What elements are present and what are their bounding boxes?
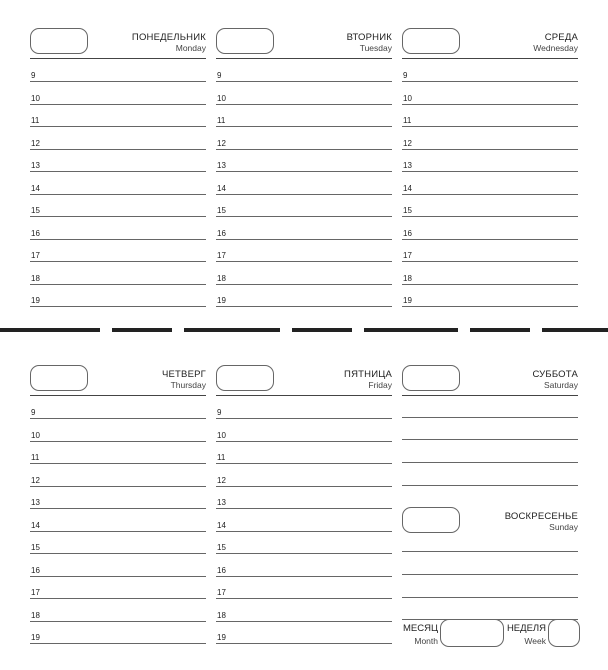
bottom-half bbox=[0, 345, 608, 670]
hour-label: 15 bbox=[217, 206, 226, 215]
hour-row[interactable] bbox=[30, 161, 206, 172]
hour-label: 11 bbox=[403, 116, 412, 125]
hour-label: 18 bbox=[217, 610, 226, 620]
hour-label: 11 bbox=[31, 453, 40, 462]
hour-row[interactable] bbox=[30, 453, 206, 464]
hour-label: 19 bbox=[217, 296, 226, 305]
date-box-wednesday[interactable] bbox=[402, 28, 460, 54]
hour-row[interactable] bbox=[216, 543, 392, 554]
hour-row[interactable] bbox=[216, 274, 392, 285]
header-rule bbox=[30, 58, 206, 59]
hour-row[interactable] bbox=[216, 476, 392, 487]
hour-label: 16 bbox=[31, 228, 40, 238]
hour-row[interactable] bbox=[216, 453, 392, 464]
hour-label: 13 bbox=[31, 498, 40, 507]
hour-row[interactable] bbox=[30, 139, 206, 150]
hour-label: 10 bbox=[217, 93, 226, 103]
hour-row[interactable] bbox=[402, 184, 578, 195]
hour-label: 19 bbox=[403, 296, 412, 305]
hour-row[interactable] bbox=[216, 498, 392, 509]
day-subtitle-monday: Monday bbox=[175, 43, 206, 53]
hour-label: 15 bbox=[403, 206, 412, 215]
hour-row[interactable] bbox=[216, 588, 392, 599]
hour-label: 11 bbox=[217, 116, 226, 125]
header-rule bbox=[216, 58, 392, 59]
hour-label: 10 bbox=[31, 93, 40, 103]
hour-row[interactable] bbox=[30, 543, 206, 554]
hour-label: 15 bbox=[31, 206, 40, 215]
hour-row[interactable] bbox=[30, 431, 206, 442]
hour-label: 14 bbox=[403, 183, 412, 193]
hour-label: 13 bbox=[403, 161, 412, 170]
hour-label: 11 bbox=[31, 116, 40, 125]
hour-label: 18 bbox=[31, 610, 40, 620]
week-label-ru: НЕДЕЛЯ bbox=[506, 623, 546, 634]
day-title-monday: ПОНЕДЕЛЬНИК bbox=[131, 32, 206, 43]
date-box-monday[interactable] bbox=[30, 28, 88, 54]
hour-row[interactable] bbox=[30, 408, 206, 419]
hour-row[interactable] bbox=[216, 408, 392, 419]
hour-row[interactable] bbox=[30, 476, 206, 487]
day-subtitle-saturday: Saturday bbox=[543, 380, 578, 390]
date-box-thursday[interactable] bbox=[30, 365, 88, 391]
note-line[interactable] bbox=[402, 439, 578, 440]
hour-label: 16 bbox=[217, 228, 226, 238]
day-title-wednesday: СРЕДА bbox=[544, 32, 578, 43]
hour-label: 15 bbox=[217, 543, 226, 552]
top-half bbox=[0, 0, 608, 325]
hour-row[interactable] bbox=[402, 94, 578, 105]
hour-label: 18 bbox=[31, 273, 40, 283]
hour-row[interactable] bbox=[30, 229, 206, 240]
hour-label: 18 bbox=[403, 273, 412, 283]
hour-row[interactable] bbox=[402, 71, 578, 82]
hour-label: 9 bbox=[31, 408, 36, 417]
hour-label: 10 bbox=[217, 430, 226, 440]
day-subtitle-wednesday: Wednesday bbox=[533, 43, 578, 53]
hour-label: 16 bbox=[403, 228, 412, 238]
hour-row[interactable] bbox=[216, 184, 392, 195]
hour-row[interactable] bbox=[216, 206, 392, 217]
hour-row[interactable] bbox=[216, 139, 392, 150]
day-title-friday: ПЯТНИЦА bbox=[344, 369, 392, 380]
note-line[interactable] bbox=[402, 574, 578, 575]
hour-label: 19 bbox=[31, 633, 40, 642]
hour-row[interactable] bbox=[30, 296, 206, 307]
date-box-sunday[interactable] bbox=[402, 507, 460, 533]
hour-label: 17 bbox=[31, 251, 40, 260]
hour-label: 13 bbox=[31, 161, 40, 170]
perforation-line bbox=[0, 327, 608, 333]
hour-row[interactable] bbox=[216, 229, 392, 240]
hour-row[interactable] bbox=[402, 251, 578, 262]
hour-row[interactable] bbox=[30, 498, 206, 509]
day-subtitle-tuesday: Tuesday bbox=[359, 43, 392, 53]
hour-label: 14 bbox=[217, 183, 226, 193]
month-label bbox=[402, 623, 438, 646]
note-line[interactable] bbox=[402, 597, 578, 598]
month-label-ru: МЕСЯЦ bbox=[403, 623, 438, 634]
hour-row[interactable] bbox=[402, 161, 578, 172]
date-box-tuesday[interactable] bbox=[216, 28, 274, 54]
day-title-tuesday: ВТОРНИК bbox=[346, 32, 392, 43]
hour-label: 10 bbox=[31, 430, 40, 440]
hour-row[interactable] bbox=[402, 116, 578, 127]
hour-label: 18 bbox=[217, 273, 226, 283]
hour-row[interactable] bbox=[402, 206, 578, 217]
hour-row[interactable] bbox=[402, 274, 578, 285]
hour-label: 14 bbox=[31, 520, 40, 530]
hour-label: 9 bbox=[217, 408, 222, 417]
hour-row[interactable] bbox=[216, 296, 392, 307]
note-line[interactable] bbox=[402, 417, 578, 418]
hour-label: 19 bbox=[31, 296, 40, 305]
hour-label: 9 bbox=[31, 71, 36, 80]
hour-row[interactable] bbox=[30, 251, 206, 262]
day-subtitle-thursday: Thursday bbox=[170, 380, 206, 390]
hour-label: 12 bbox=[31, 138, 40, 148]
day-subtitle-friday: Friday bbox=[368, 380, 392, 390]
hour-row[interactable] bbox=[30, 116, 206, 127]
day-subtitle-sunday: Sunday bbox=[549, 522, 578, 532]
hour-label: 17 bbox=[217, 588, 226, 597]
hour-label: 9 bbox=[217, 71, 222, 80]
hour-row[interactable] bbox=[216, 71, 392, 82]
hour-label: 16 bbox=[217, 565, 226, 575]
hour-label: 14 bbox=[217, 520, 226, 530]
day-column-weekend bbox=[402, 365, 578, 670]
header-rule bbox=[216, 395, 392, 396]
day-title-thursday: ЧЕТВЕРГ bbox=[161, 369, 206, 380]
hour-row[interactable] bbox=[216, 161, 392, 172]
week-box[interactable] bbox=[548, 619, 580, 647]
hour-row[interactable] bbox=[402, 139, 578, 150]
hour-label: 19 bbox=[217, 633, 226, 642]
note-line[interactable] bbox=[402, 462, 578, 463]
month-label-en: Month bbox=[414, 636, 438, 646]
hour-row[interactable] bbox=[30, 274, 206, 285]
hour-label: 12 bbox=[217, 138, 226, 148]
day-title-sunday: ВОСКРЕСЕНЬЕ bbox=[504, 511, 578, 522]
hour-label: 13 bbox=[217, 161, 226, 170]
hour-row[interactable] bbox=[30, 94, 206, 105]
hour-row[interactable] bbox=[30, 521, 206, 532]
hour-row[interactable] bbox=[216, 94, 392, 105]
note-line[interactable] bbox=[402, 485, 578, 486]
week-label-en: Week bbox=[524, 636, 546, 646]
hour-label: 12 bbox=[217, 475, 226, 485]
hour-label: 17 bbox=[403, 251, 412, 260]
month-box[interactable] bbox=[440, 619, 504, 647]
header-rule bbox=[402, 58, 578, 59]
hour-label: 13 bbox=[217, 498, 226, 507]
hour-row[interactable] bbox=[216, 521, 392, 532]
date-box-friday[interactable] bbox=[216, 365, 274, 391]
week-label bbox=[506, 623, 546, 646]
note-line[interactable] bbox=[402, 551, 578, 552]
hour-row[interactable] bbox=[30, 611, 206, 622]
hour-label: 14 bbox=[31, 183, 40, 193]
hour-row[interactable] bbox=[402, 296, 578, 307]
hour-row[interactable] bbox=[30, 184, 206, 195]
hour-row[interactable] bbox=[216, 431, 392, 442]
hour-label: 10 bbox=[403, 93, 412, 103]
hour-row[interactable] bbox=[30, 71, 206, 82]
hour-row[interactable] bbox=[30, 206, 206, 217]
hour-row[interactable] bbox=[216, 633, 392, 644]
date-box-saturday[interactable] bbox=[402, 365, 460, 391]
hour-row[interactable] bbox=[30, 633, 206, 644]
hour-row[interactable] bbox=[216, 611, 392, 622]
hour-label: 15 bbox=[31, 543, 40, 552]
hour-label: 16 bbox=[31, 565, 40, 575]
hour-label: 17 bbox=[31, 588, 40, 597]
hour-label: 11 bbox=[217, 453, 226, 462]
hour-row[interactable] bbox=[30, 588, 206, 599]
hour-label: 17 bbox=[217, 251, 226, 260]
day-title-saturday: СУББОТА bbox=[532, 369, 578, 380]
header-rule bbox=[30, 395, 206, 396]
hour-row[interactable] bbox=[216, 251, 392, 262]
hour-label: 12 bbox=[31, 475, 40, 485]
hour-label: 12 bbox=[403, 138, 412, 148]
header-rule bbox=[402, 395, 578, 396]
hour-row[interactable] bbox=[30, 566, 206, 577]
hour-row[interactable] bbox=[216, 566, 392, 577]
hour-label: 9 bbox=[403, 71, 408, 80]
hour-row[interactable] bbox=[216, 116, 392, 127]
hour-row[interactable] bbox=[402, 229, 578, 240]
